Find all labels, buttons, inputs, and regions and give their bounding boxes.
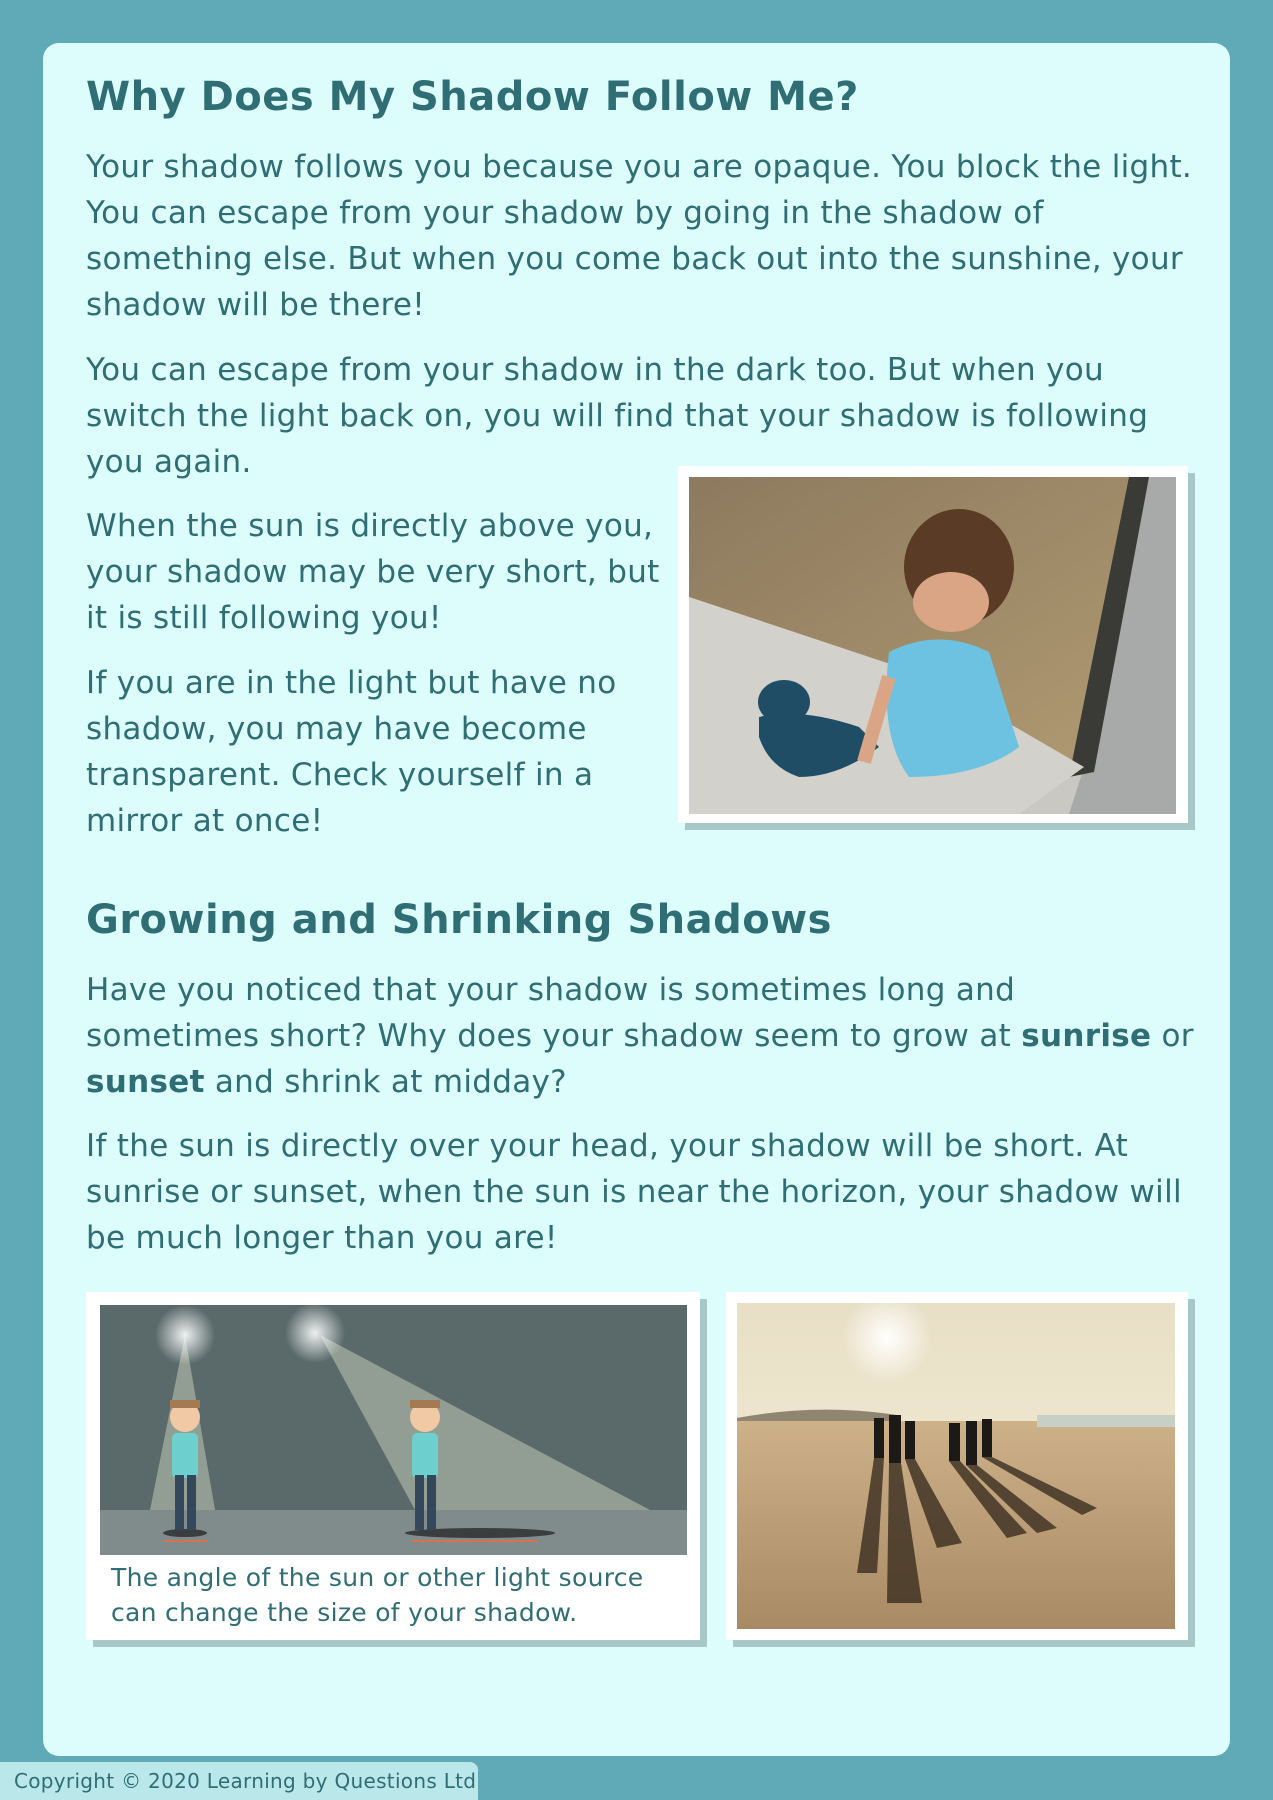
child-shadow-photo: [689, 477, 1176, 814]
illustration-caption: The angle of the sun or other light source can change the size of your shadow.: [111, 1563, 644, 1627]
paragraph-long-short-end: and shrink at midday?: [214, 1064, 567, 1100]
paragraph-sun-above: When the sun is directly above you, your shadow may be very short, but it is still following you!: [86, 508, 660, 636]
section-title-growing: Growing and Shrinking Shadows: [86, 897, 832, 943]
child-photo-frame: [678, 466, 1188, 823]
beach-shadows-photo: [737, 1303, 1175, 1629]
light-angle-illustration: [100, 1305, 687, 1555]
page-title: Why Does My Shadow Follow Me?: [86, 74, 859, 120]
paragraph-transparent: If you are in the light but have no shadow, you may have become transparent. Check yourself in a mirror at once!: [86, 665, 617, 839]
paragraph-opaque: Your shadow follows you because you are opaque. You block the light. You can escape from your shadow by going in the shadow of something else. But when you come back out into the sunshine, your shadow will be there!: [86, 149, 1193, 323]
paragraph-long-short-or: or: [1161, 1018, 1194, 1054]
keyword-sunset: sunset: [86, 1064, 205, 1100]
copyright-notice: Copyright © 2020 Learning by Questions Ltd: [0, 1762, 478, 1800]
beach-photo-frame: [726, 1292, 1188, 1640]
paragraph-dark: You can escape from your shadow in the dark too. But when you switch the light back on, you will find that your shadow is following you again.: [86, 352, 1149, 480]
keyword-sunrise: sunrise: [1021, 1018, 1152, 1054]
paragraph-horizon: If the sun is directly over your head, your shadow will be short. At sunrise or sunset, when the sun is near the horizon, your shadow will be much longer than you are!: [86, 1128, 1182, 1256]
paragraph-long-short-start: Have you noticed that your shadow is sometimes long and sometimes short? Why does your shadow seem to grow at: [86, 972, 1016, 1054]
paragraph-long-short: [86, 967, 1196, 1105]
